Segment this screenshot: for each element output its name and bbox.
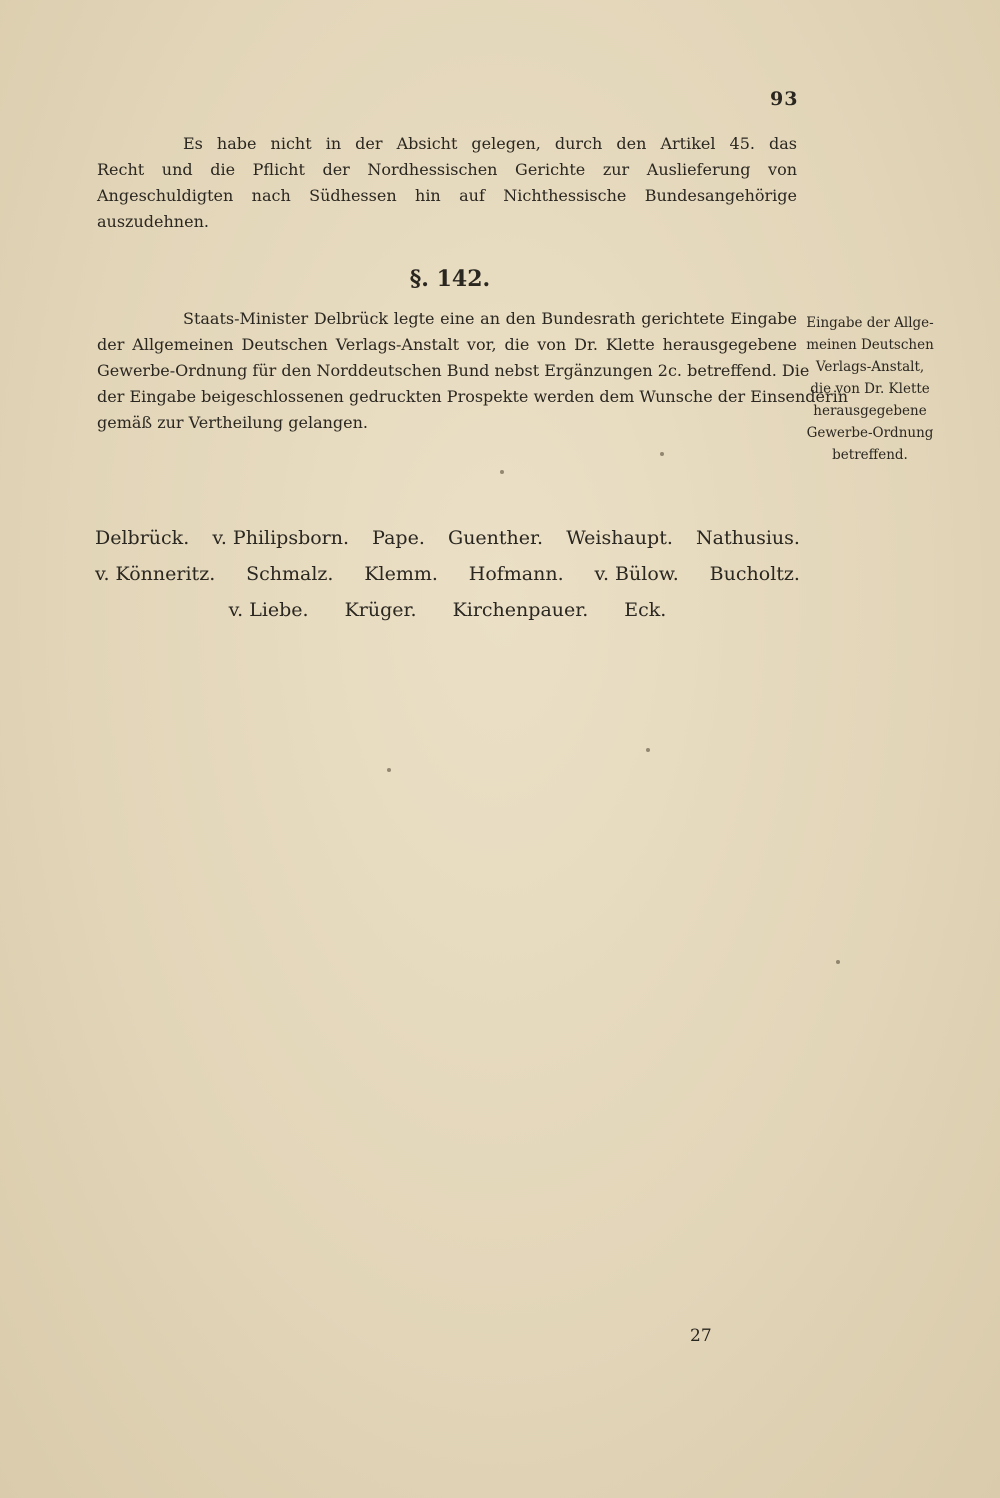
margin-note-line: Gewerbe-Ordnung — [806, 425, 934, 441]
paragraph-line: der Allgemeinen Deutschen Verlags-Anstalt vor, die von Dr. Klette herausgegebene — [97, 335, 797, 354]
signature-name: v. Philipsborn. — [212, 527, 350, 549]
margin-note-line: herausgegebene — [813, 403, 927, 419]
margin-note-line: meinen Deutschen — [806, 337, 934, 353]
signature-name: v. Könneritz. — [95, 563, 216, 585]
signature-name: Weishaupt. — [566, 527, 673, 549]
paragraph-line: der Eingabe beigeschlossenen gedruckten Prospekte werden dem Wunsche der Einsenderin — [97, 387, 849, 406]
signature-row — [95, 592, 800, 628]
margin-note — [800, 312, 940, 466]
paragraph-continuation — [97, 131, 797, 235]
margin-note-line: Verlags-Anstalt, — [815, 359, 925, 375]
signature-name: Pape. — [372, 527, 425, 549]
paragraph-line: Gewerbe-Ordnung für den Norddeutschen Bund nebst Ergänzungen 2c. betreffend. Die — [97, 361, 810, 380]
margin-note-line: Eingabe der Allge- — [806, 315, 934, 331]
signature-name: Klemm. — [364, 563, 438, 585]
signature-name: Hofmann. — [468, 563, 564, 585]
paper-speck — [500, 470, 504, 474]
signature-mark: 27 — [690, 1326, 712, 1346]
margin-note-line: die von Dr. Klette — [810, 381, 930, 397]
signature-row — [95, 520, 800, 556]
paragraph-line: Recht und die Pflicht der Nordhessischen Gerichte zur Auslieferung von — [97, 160, 797, 179]
paragraph-line: Staats-Minister Delbrück legte eine an den Bundesrath gerichtete Eingabe — [183, 309, 797, 328]
signature-name: v. Bülow. — [594, 563, 679, 585]
signature-name: Kirchenpauer. — [452, 599, 589, 621]
signature-name: Krüger. — [344, 599, 417, 621]
paragraph-section-142 — [97, 306, 849, 436]
paragraph-line: auszudehnen. — [97, 212, 209, 231]
signature-name: Nathusius. — [696, 527, 800, 549]
paper-speck — [660, 452, 664, 456]
paper-speck — [646, 748, 650, 752]
margin-note-line: betreffend. — [832, 447, 908, 463]
signature-name: v. Liebe. — [228, 599, 309, 621]
paper-speck — [387, 768, 391, 772]
paragraph-line: Es habe nicht in der Absicht gelegen, durch den Artikel 45. das — [183, 134, 797, 153]
page-number: 93 — [770, 88, 799, 110]
paragraph-line: gemäß zur Vertheilung gelangen. — [97, 413, 369, 432]
section-heading: §. 142. — [409, 266, 491, 292]
paragraph-line: Angeschuldigten nach Südhessen hin auf Nichthessische Bundesangehörige — [97, 186, 797, 205]
paper-speck — [836, 960, 840, 964]
signature-name: Eck. — [624, 599, 667, 621]
signature-name: Guenther. — [448, 527, 544, 549]
signature-name: Schmalz. — [246, 563, 334, 585]
signature-name: Bucholtz. — [709, 563, 800, 585]
signature-name: Delbrück. — [95, 527, 190, 549]
signature-list — [95, 520, 800, 628]
signature-row — [95, 556, 800, 592]
